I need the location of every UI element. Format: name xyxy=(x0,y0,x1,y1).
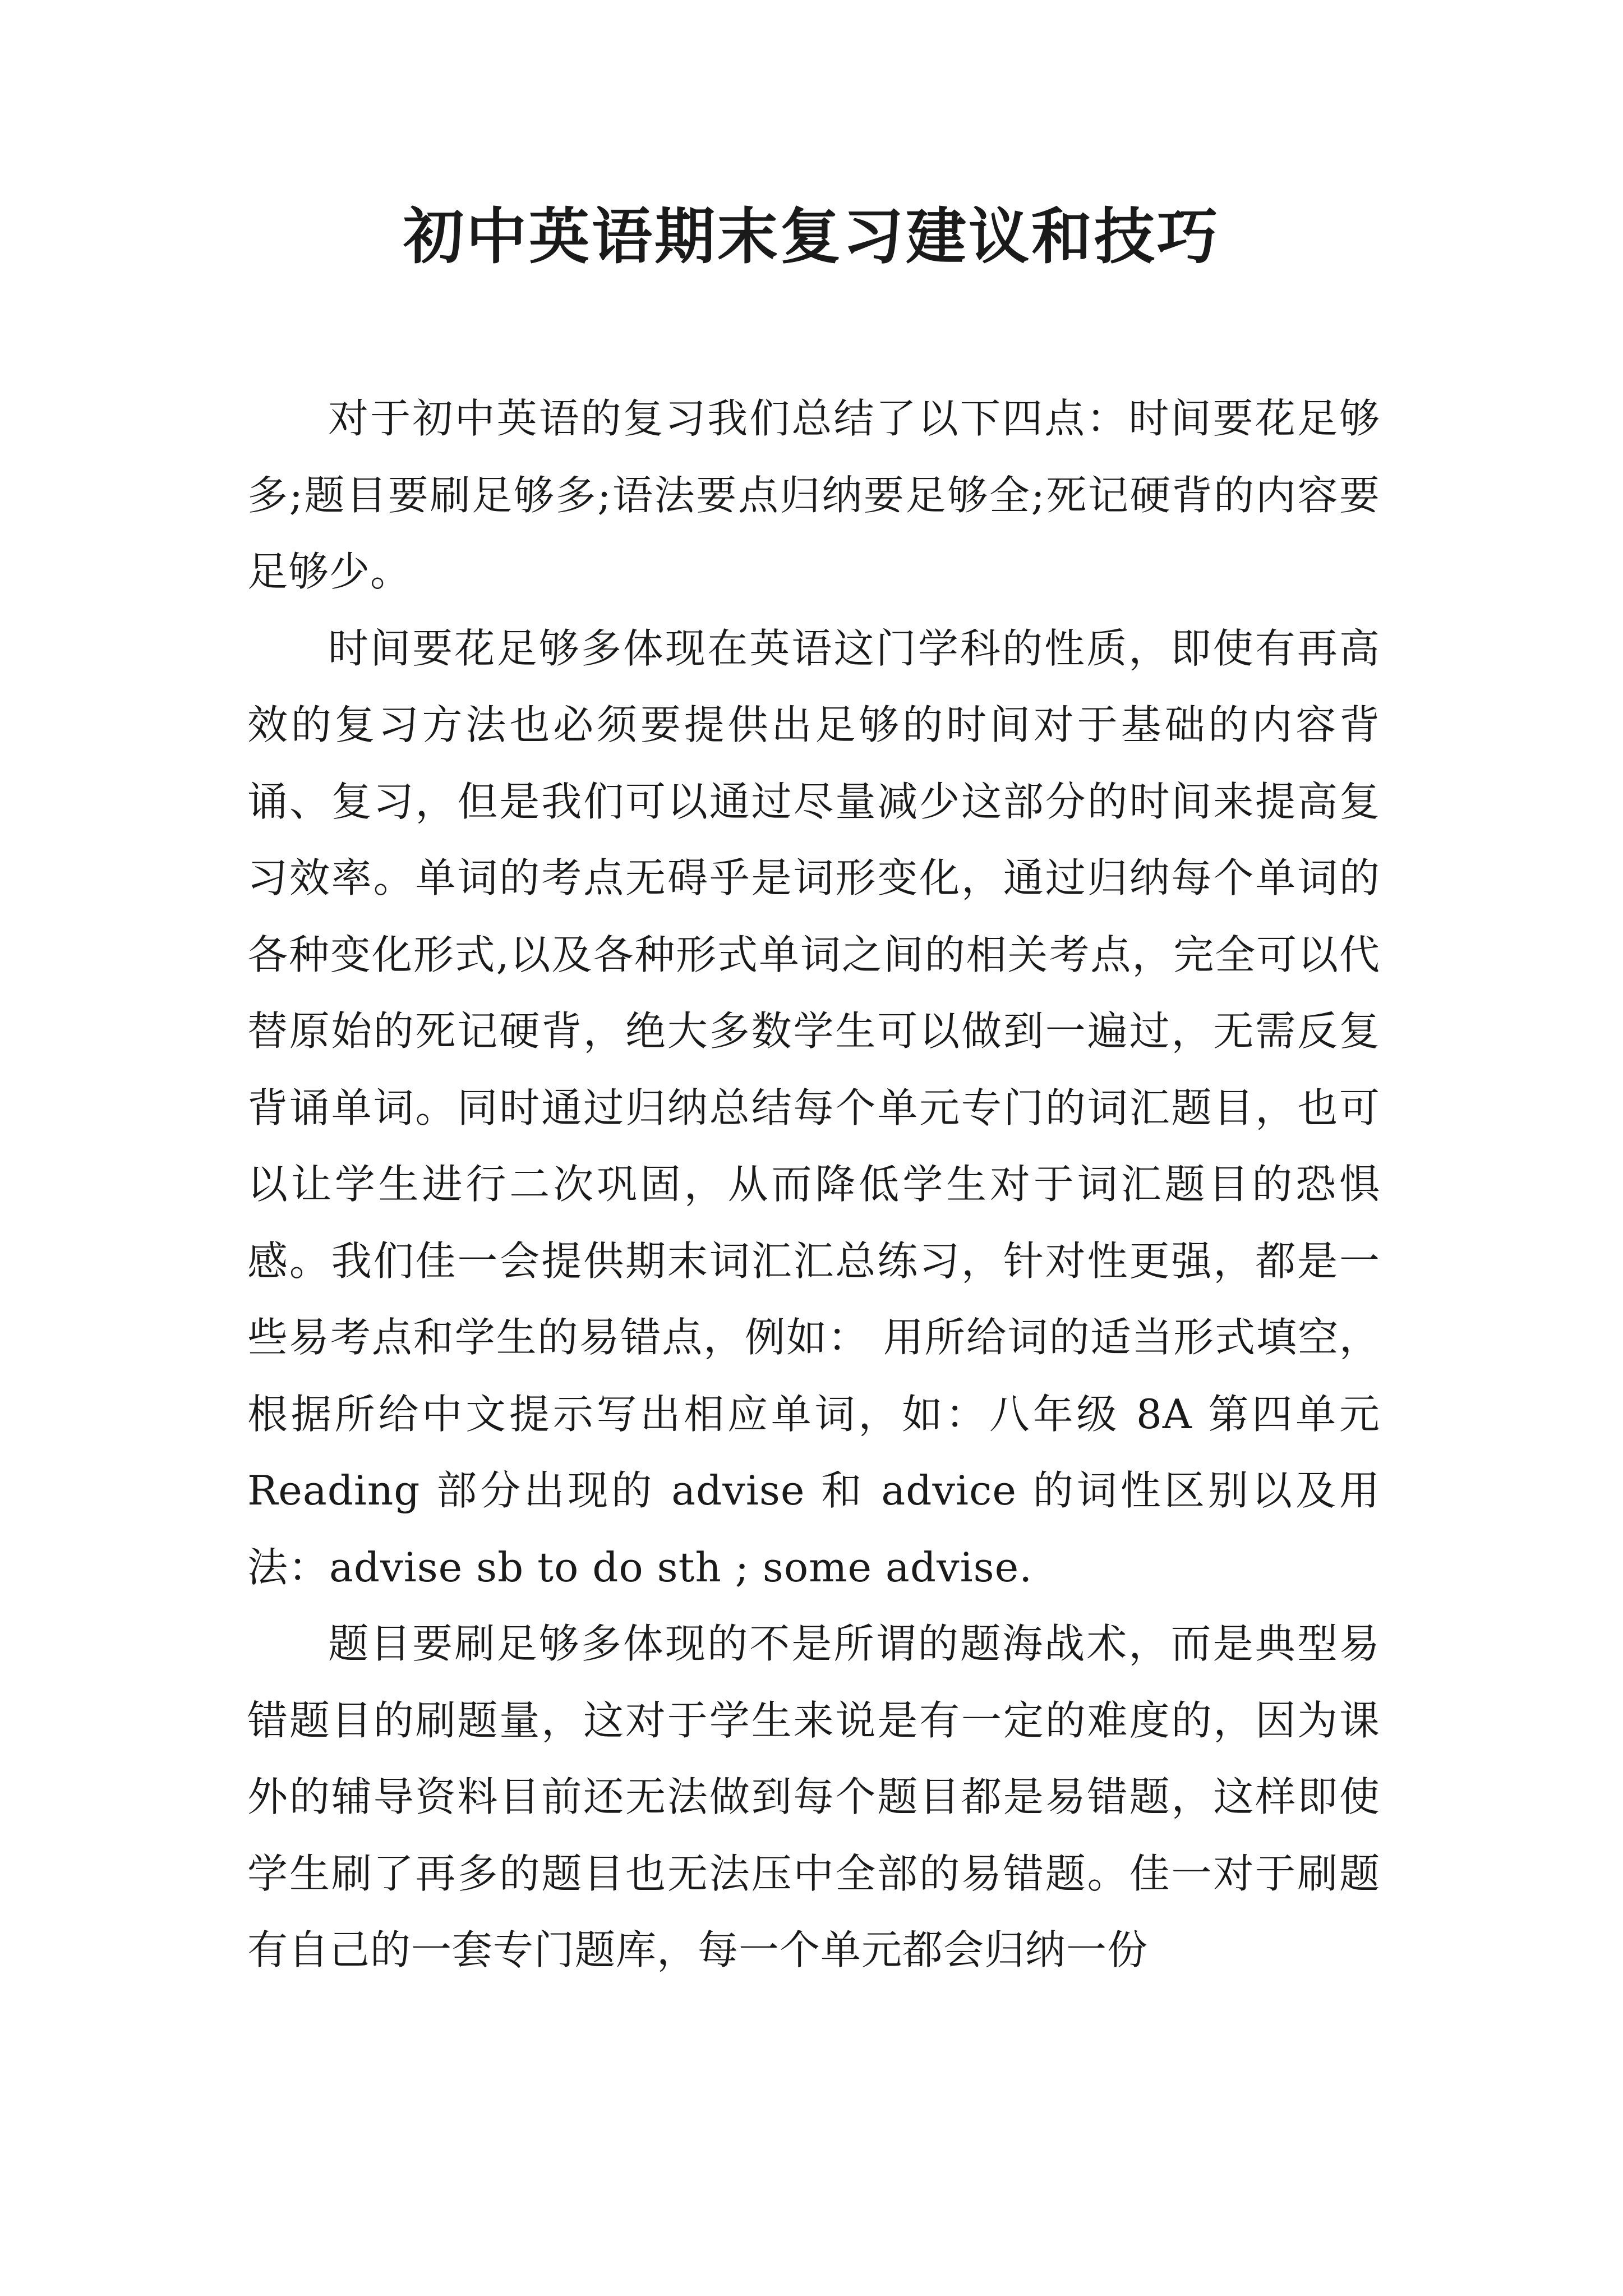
paragraph: 时间要花足够多体现在英语这门学科的性质，即使有再高效的复习方法也必须要提供出足够的时间对于基础的内容背诵、复习，但是我们可以通过尽量减少这部分的时间来提高复习效率。单词的考点无碍乎是词形变化，通过归纳每个单词的各种变化形式,以及各种形式单词之间的相关考点，完全可以代替原始的死记硬背，绝大多数学生可以做到一遍过，无需反复背诵单词。同时通过归纳总结每个单元专门的词汇题目，也可以让学生进行二次巩固，从而降低学生对于词汇题目的恐惧感。我们佳一会提供期末词汇汇总练习，针对性更强，都是一些易考点和学生的易错点，例如： 用所给词的适当形式填空，根据所给中文提示写出相应单词，如：八年级 8A 第四单元 Reading 部分出现的 advise 和 advice 的词性区别以及用法：advise sb to do sth ; some advise. xyxy=(247,624,1380,1591)
paragraph: 对于初中英语的复习我们总结了以下四点：时间要花足够多;题目要刷足够多;语法要点归纳要足够全;死记硬背的内容要足够少。 xyxy=(247,395,1380,595)
document-body xyxy=(247,380,1380,1989)
document-title: 初中英语期末复习建议和技巧 xyxy=(403,201,1220,272)
paragraph: 题目要刷足够多体现的不是所谓的题海战术，而是典型易错题目的刷题量，这对于学生来说是有一定的难度的，因为课外的辅导资料目前还无法做到每个题目都是易错题，这样即使学生刷了再多的题目也无法压中全部的易错题。佳一对于刷题有自己的一套专门题库，每一个单元都会归纳一份 xyxy=(247,1620,1380,1973)
